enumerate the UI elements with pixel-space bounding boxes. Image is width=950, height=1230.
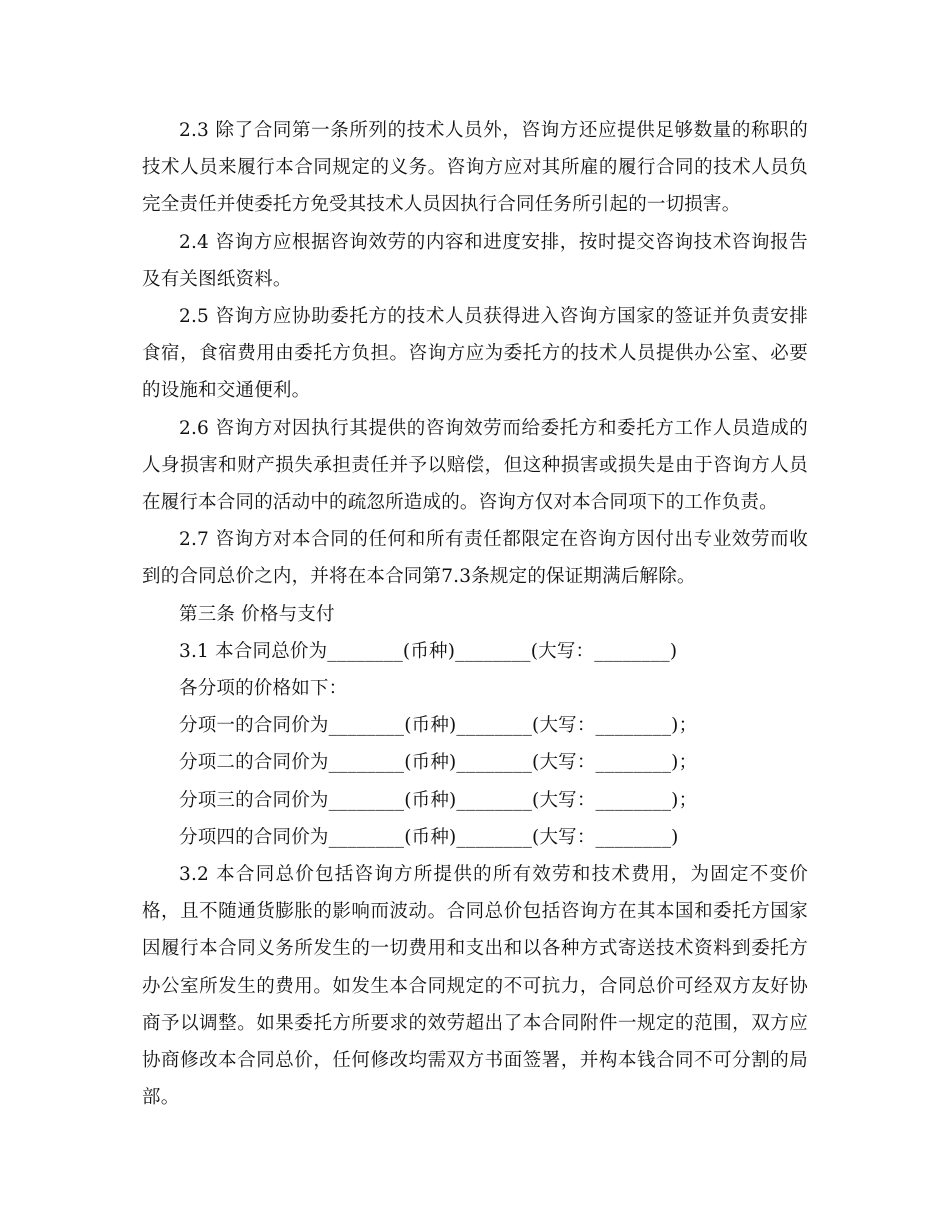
clause-2-4: 2.4 咨询方应根据咨询效劳的内容和进度安排，按时提交咨询技术咨询报告及有关图纸资料。 [142, 231, 808, 290]
price-item-3: 分项三的合同价为________(币种)________(大写：________)； [179, 789, 698, 811]
clause-2-6: 2.6 咨询方对因执行其提供的咨询效劳而给委托方和委托方工作人员造成的人身损害和财产损失承担责任并予以赔偿，但这种损害或损失是由于咨询方人员在履行本合同的活动中的疏忽所造成的。咨询方仅对本合同项下的工作负责。 [142, 417, 808, 514]
price-item-1: 分项一的合同价为________(币种)________(大写：________)； [179, 715, 698, 737]
price-items-intro: 各分项的价格如下： [179, 678, 348, 700]
section-heading: 第三条 价格与支付 [179, 603, 335, 625]
document-body [142, 112, 808, 1116]
clause-3-1: 3.1 本合同总价为________(币种)________(大写：________) [179, 640, 678, 662]
clause-2-5: 2.5 咨询方应协助委托方的技术人员获得进入咨询方国家的签证并负责安排食宿，食宿费用由委托方负担。咨询方应为委托方的技术人员提供办公室、必要的设施和交通便利。 [142, 306, 808, 402]
price-item-2: 分项二的合同价为________(币种)________(大写：________)； [179, 752, 698, 774]
price-item-4: 分项四的合同价为________(币种)________(大写：________) [179, 826, 679, 848]
clause-2-3: 2.3 除了合同第一条所列的技术人员外，咨询方还应提供足够数量的称职的技术人员来履行本合同规定的义务。咨询方应对其所雇的履行合同的技术人员负完全责任并使委托方免受其技术人员因执行合同任务所引起的一切损害。 [142, 120, 808, 216]
clause-2-7: 2.7 咨询方对本合同的任何和所有责任都限定在咨询方因付出专业效劳而收到的合同总价之内，并将在本合同第7.3条规定的保证期满后解除。 [142, 529, 808, 588]
clause-3-2: 3.2 本合同总价包括咨询方所提供的所有效劳和技术费用，为固定不变价格，且不随通货膨胀的影响而波动。合同总价包括咨询方在其本国和委托方国家因履行本合同义务所发生的一切费用和支出和以各种方式寄送技术资料到委托方办公室所发生的费用。如发生本合同规定的不可抗力，合同总价可经双方友好协商予以调整。如果委托方所要求的效劳超出了本合同附件一规定的范围，双方应协商修改本合同总价，任何修改均需双方书面签署，并构本钱合同不可分割的局部。 [142, 864, 808, 1109]
